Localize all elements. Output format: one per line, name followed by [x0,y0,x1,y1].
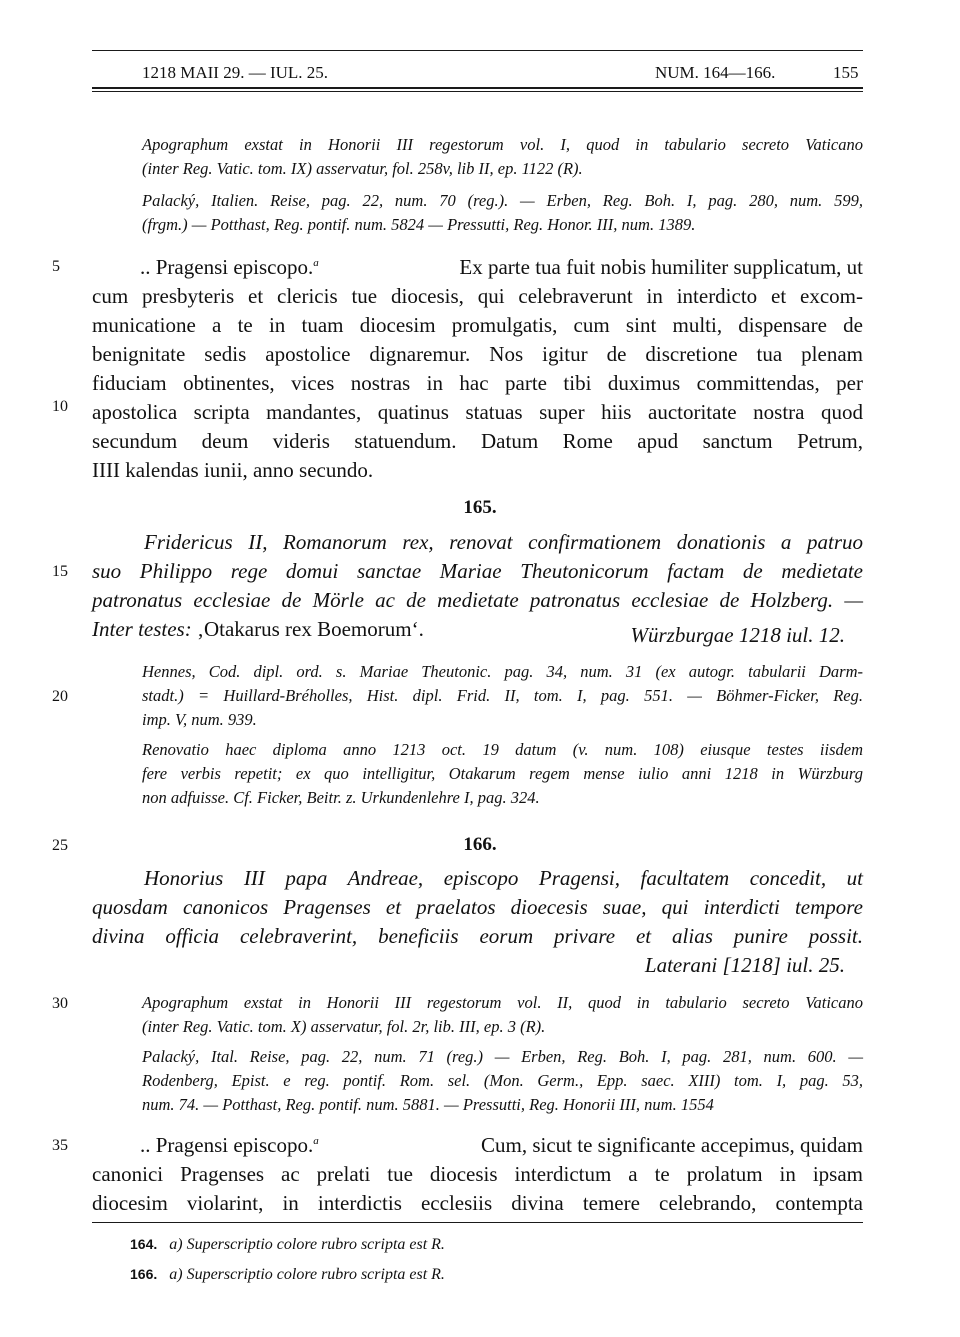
footnote-text: Superscriptio colore rubro scripta est R. [186,1266,445,1283]
header-date-range: 1218 MAII 29. — IUL. 25. [142,63,329,82]
line-number: 20 [52,688,68,705]
doc165-regest-line: suo Philippo rege domui sanctae Mariae Theutonicorum factam de medietate [92,559,863,583]
doc164-literature-line: (frgm.) — Potthast, Reg. pontif. num. 5824 — Pressutti, Reg. Honor. III, num. 1389. [142,215,696,234]
doc166-text [92,1131,863,1218]
doc164-text-line: fiduciam obtinentes, vices nostras in hac parte tibi duximus committendas, per [92,371,863,395]
line-number: 10 [52,398,68,415]
doc165-source-line: stadt.) = Huillard-Bréholles, Hist. dipl. Frid. II, tom. I, pag. 551. — Böhmer-Ficker, Reg. [142,686,863,705]
footnote-doc-number: 164. [130,1236,158,1252]
doc165-witness-line [92,615,863,647]
doc166-literature-line: num. 74. — Potthast, Reg. pontif. num. 5881. — Pressutti, Reg. Honorii III, num. 1554 [142,1095,714,1114]
footnote-mark: a) [169,1236,183,1253]
doc166-text-first-line [92,1131,863,1160]
doc166-text-line: canonici Pragenses ac prelati tue diocesis interdictum a te prolatum in ipsam [92,1162,863,1186]
doc165-regest [92,528,863,647]
doc164-text-line: municatione a te in tuam diocesim promulgatis, cum sint multi, dispensare de [92,313,863,337]
doc165-date: Würzburgae 1218 iul. 12. [630,623,845,647]
footnote-mark: a) [169,1266,183,1283]
doc164-source-line: Apographum exstat in Honorii III regestorum vol. I, quod in tabulario secreto Vaticano [142,135,863,154]
doc164-text [92,253,863,485]
footnote-text: Superscriptio colore rubro scripta est R. [186,1236,445,1253]
doc164-text-line: benignitate sedis apostolice dignaremur. Nos igitur de discretione tua plenam [92,342,863,366]
page-number: 155 [833,63,859,82]
doc165-note-line: fere verbis repetit; ex quo intelligitur, Otakarum regem mense iulio anni 1218 in Würzburg [142,764,863,783]
doc166-date: Laterani [1218] iul. 25. [644,953,845,977]
doc166-text-line: diocesim violarint, in interdictis ecclesiis divina temere celebrando, contempta [92,1191,863,1215]
doc166-source-line: (inter Reg. Vatic. tom. X) asservatur, fol. 2r, lib. III, ep. 3 (R). [142,1017,546,1036]
doc165-witness-text: ‚Otakarus rex Boemorum‘. [196,617,424,641]
footnote-mark: a [313,257,319,269]
doc164-text-line: IIII kalendas iunii, anno secundo. [92,458,374,482]
header-top-rule [92,50,863,51]
line-number: 25 [52,837,68,854]
doc165-source [142,660,863,732]
doc166-source-line: Apographum exstat in Honorii III regestorum vol. II, quod in tabulario secreto Vaticano [142,993,863,1012]
doc166-literature-line: Palacký, Ital. Reise, pag. 22, num. 71 (reg.) — Erben, Reg. Boh. I, pag. 281, num. 600. — [142,1047,863,1066]
doc164-text-opening: Ex parte tua fuit nobis humiliter supplicatum, ut [459,255,863,279]
doc164-text-line: apostolica scripta mandantes, quatinus statuas super hiis auctoritate nostra quod [92,400,863,424]
header-bottom-rule [92,87,863,89]
doc165-number: 165. [463,497,497,518]
doc166-addressee: .. Pragensi episcopo.$^a$ [140,1133,319,1157]
doc164-text-line: secundum deum videris statuendum. Datum Rome apud sanctum Petrum, [92,429,863,453]
doc165-source-line: Hennes, Cod. dipl. ord. s. Mariae Theutonic. pag. 34, num. 31 (ex autogr. tabularii Darm- [142,662,863,681]
doc164-addressee: .. Pragensi episcopo.$^a$ [140,255,319,279]
doc166-text-opening: Cum, sicut te significante accepimus, quidam [481,1133,863,1157]
doc164-literature-line: Palacký, Italien. Reise, pag. 22, num. 70 (reg.). — Erben, Reg. Boh. I, pag. 280, num. 599, [142,191,863,210]
doc164-source-line: (inter Reg. Vatic. tom. IX) asservatur, fol. 258v, lib II, ep. 1122 (R). [142,159,583,178]
doc166-regest-line: Honorius III papa Andreae, episcopo Pragensi, facultatem concedit, ut [144,866,863,890]
line-number: 35 [52,1137,68,1154]
doc166-regest-line: quosdam canonicos Pragenses et praelatos dioecesis suae, qui interdicti tempore [92,895,863,919]
doc165-source-line: imp. V, num. 939. [142,710,257,729]
doc165-note-line: non adfuisse. Cf. Ficker, Beitr. z. Urkundenlehre I, pag. 324. [142,788,540,807]
line-number: 15 [52,563,68,580]
doc166-source [142,991,863,1039]
doc166-regest [92,864,863,980]
doc165-witness-label: Inter testes: [92,617,192,641]
doc164-literature [142,189,863,237]
footnote-rule [92,1222,863,1223]
header-bottom-rule-thin [92,91,863,92]
doc166-literature-line: Rodenberg, Epist. e reg. pontif. Rom. sel. (Mon. Germ., Epp. saec. XIII) tom. I, pag. 53, [142,1071,863,1090]
doc165-regest-line: Fridericus II, Romanorum rex, renovat confirmationem donationis a patruo [144,530,863,554]
line-number: 30 [52,995,68,1012]
doc165-note-line: Renovatio haec diploma anno 1213 oct. 19 datum (v. num. 108) eiusque testes iisdem [142,740,863,759]
doc164-text-first-line [92,253,863,282]
line-number: 5 [52,258,60,275]
doc165-regest-line: patronatus ecclesiae de Mörle ac de medietate patronatus ecclesiae de Holzberg. — [92,588,863,612]
doc166-number: 166. [463,834,497,855]
footnote-mark: a [313,1135,319,1147]
doc165-note [142,738,863,810]
doc166-regest-line: divina officia celebraverint, beneficiis eorum privare et alias punire possit. [92,924,863,948]
footnote-doc-number: 166. [130,1266,158,1282]
doc164-text-line: cum presbyteris et clericis tue diocesis, qui celebraverunt in interdicto et excom- [92,284,863,308]
footnote-166 [130,1266,445,1284]
doc164-source [142,133,863,181]
header-doc-numbers: NUM. 164—166. [655,63,776,82]
doc166-literature [142,1045,863,1117]
footnote-164 [130,1236,445,1254]
